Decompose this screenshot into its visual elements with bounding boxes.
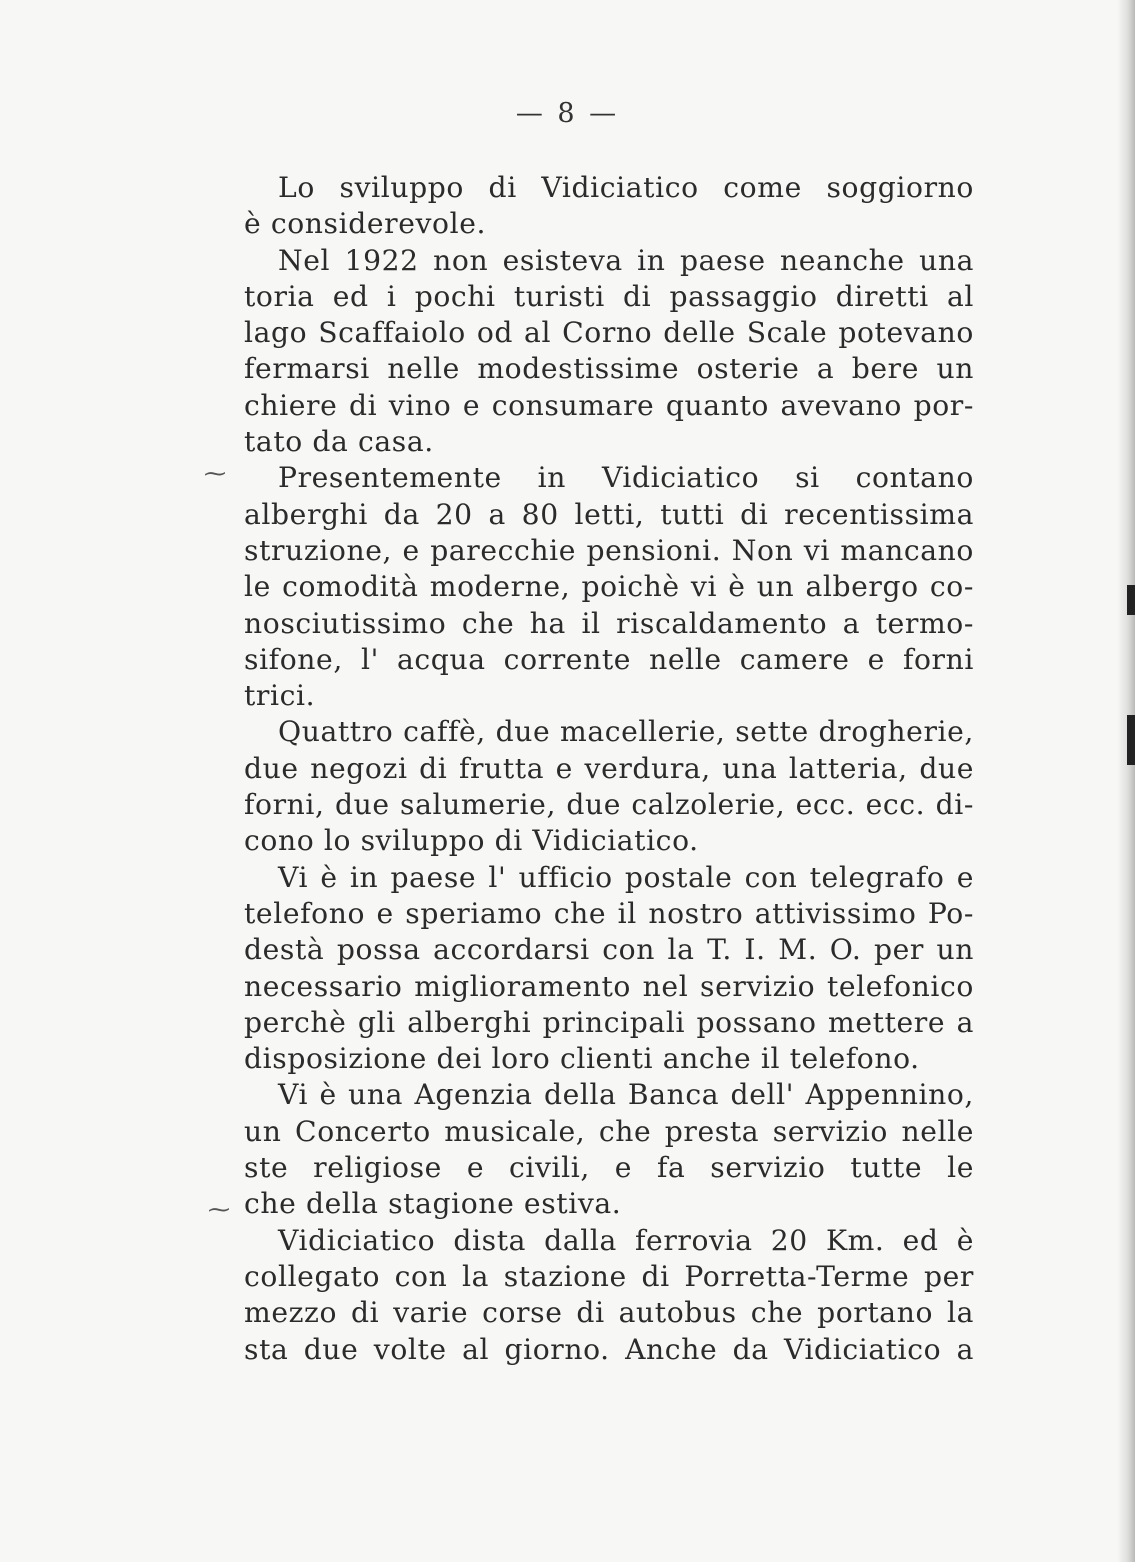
binding-mark bbox=[1127, 585, 1135, 615]
text-line: sifone, l' acqua corrente nelle camere e forni bbox=[244, 642, 974, 676]
text-line: fermarsi nelle modestissime osterie a bere un bbox=[244, 352, 974, 386]
text-line: che della stagione estiva. bbox=[244, 1187, 622, 1221]
text-line: due negozi di frutta e verdura, una latteria, due bbox=[244, 751, 974, 785]
paragraph bbox=[244, 243, 974, 461]
text-line: destà possa accordarsi con la T. I. M. O. per un bbox=[244, 933, 974, 967]
text-line: Presentemente in Vidiciatico si contano bbox=[278, 461, 974, 495]
text-line: ste religiose e civili, e fa servizio tutte le bbox=[244, 1151, 974, 1185]
text-line: forni, due salumerie, due calzolerie, ecc. ecc. di- bbox=[244, 788, 974, 822]
pencil-mark: ⁓ bbox=[204, 462, 226, 487]
text-line: lago Scaffaiolo od al Corno delle Scale potevano bbox=[244, 316, 974, 350]
paragraph bbox=[244, 1077, 974, 1222]
paragraph bbox=[244, 714, 974, 859]
page-number: — 8 — bbox=[515, 98, 620, 129]
text-line: struzione, e parecchie pensioni. Non vi mancano bbox=[244, 533, 974, 567]
body-text bbox=[244, 170, 974, 1368]
binding-mark bbox=[1127, 715, 1135, 765]
text-line: collegato con la stazione di Porretta-Terme per bbox=[244, 1259, 974, 1293]
text-line: Lo sviluppo di Vidiciatico come soggiorno bbox=[278, 171, 974, 204]
text-line: telefono e speriamo che il nostro attivissimo Po- bbox=[244, 896, 974, 930]
text-line: chiere di vino e consumare quanto avevano por- bbox=[244, 388, 974, 422]
text-line: toria ed i pochi turisti di passaggio diretti al bbox=[244, 279, 974, 313]
text-line: Nel 1922 non esisteva in paese neanche una bbox=[278, 243, 974, 277]
text-line: nosciutissimo che ha il riscaldamento a termo- bbox=[244, 606, 974, 640]
text-line: necessario miglioramento nel servizio telefonico bbox=[244, 969, 974, 1003]
text-line: alberghi da 20 a 80 letti, tutti di recentissima bbox=[244, 497, 974, 531]
page-edge-shadow bbox=[1117, 0, 1135, 1562]
text-line: disposizione dei loro clienti anche il telefono. bbox=[244, 1042, 920, 1076]
text-line: cono lo sviluppo di Vidiciatico. bbox=[244, 824, 699, 858]
text-line: mezzo di varie corse di autobus che portano la bbox=[244, 1296, 974, 1330]
text-line: Vidiciatico dista dalla ferrovia 20 Km. ed è bbox=[278, 1223, 974, 1257]
paragraph bbox=[244, 860, 974, 1078]
text-line: Quattro caffè, due macellerie, sette drogherie, bbox=[278, 715, 974, 749]
text-line: Vi è una Agenzia della Banca dell' Appennino, bbox=[278, 1078, 974, 1112]
paragraph bbox=[244, 460, 974, 714]
text-line: le comodità moderne, poichè vi è un albergo co- bbox=[244, 570, 974, 604]
text-line: perchè gli alberghi principali possano mettere a bbox=[244, 1005, 974, 1039]
paragraph bbox=[244, 1223, 974, 1368]
pencil-mark: ⁓ bbox=[208, 1198, 230, 1223]
text-line: sta due volte al giorno. Anche da Vidiciatico a bbox=[244, 1332, 974, 1366]
text-line: tato da casa. bbox=[244, 425, 434, 459]
paragraph bbox=[244, 170, 974, 243]
text-line: un Concerto musicale, che presta servizio nelle bbox=[244, 1114, 974, 1148]
text-line: è considerevole. bbox=[244, 207, 487, 241]
text-line: trici. bbox=[244, 679, 316, 713]
text-line: Vi è in paese l' ufficio postale con telegrafo e bbox=[278, 860, 974, 894]
